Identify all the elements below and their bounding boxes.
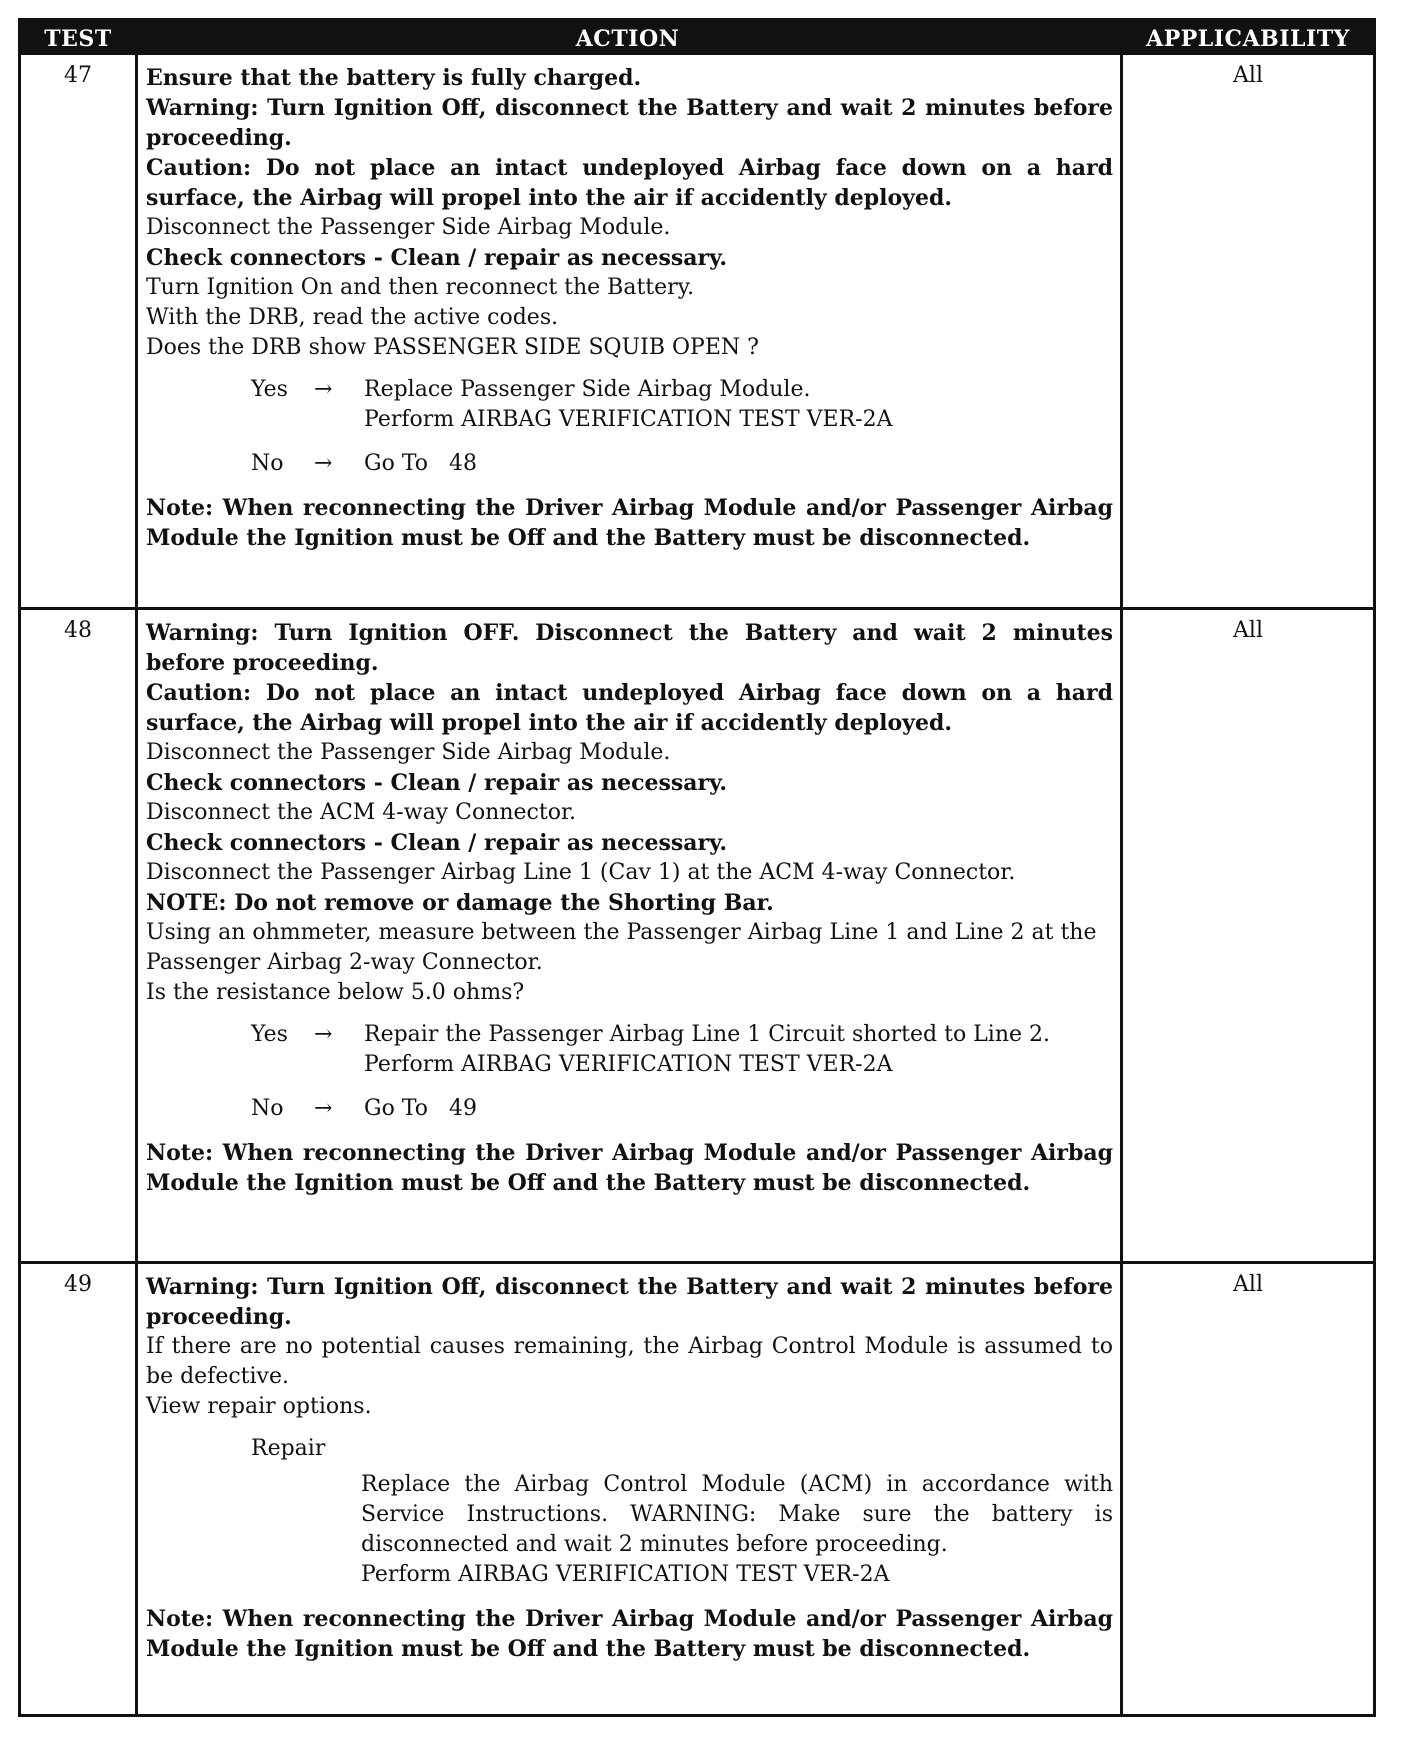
- column-divider: [135, 55, 138, 1714]
- yes-action: Repair the Passenger Airbag Line 1 Circuit shorted to Line 2.: [364, 1022, 1050, 1047]
- yes-branch: [146, 375, 1113, 435]
- action-line: Disconnect the Passenger Side Airbag Module.: [146, 740, 671, 765]
- warning-line: Warning: Turn Ignition Off, disconnect the Battery and wait 2 minutes before proceeding.: [146, 95, 1113, 151]
- applicability-value: All: [1233, 618, 1263, 643]
- action-line: Using an ohmmeter, measure between the Passenger Airbag Line 1 and Line 2 at the Passenger Airbag 2-way Connector.: [146, 920, 1097, 975]
- question-line: Does the DRB show PASSENGER SIDE SQUIB OPEN ?: [146, 335, 759, 360]
- action-line: Disconnect the Passenger Airbag Line 1 (Cav 1) at the ACM 4-way Connector.: [146, 860, 1016, 885]
- action-cell: [146, 63, 1113, 553]
- arrow-icon: →: [314, 377, 333, 402]
- caution-line: Caution: Do not place an intact undeployed Airbag face down on a hard surface, the Airbag will propel into the air if accidently deployed.: [146, 680, 1113, 736]
- no-action: Go To 48: [364, 451, 477, 476]
- no-label: No: [251, 451, 284, 476]
- test-number: 49: [64, 1272, 92, 1297]
- no-branch: [146, 449, 1113, 479]
- note-text: Note: When reconnecting the Driver Airbag Module and/or Passenger Airbag Module the Ignition must be Off and the Battery must be disconnected.: [146, 1606, 1113, 1662]
- action-cell: [146, 618, 1113, 1198]
- question-line: Is the resistance below 5.0 ohms?: [146, 980, 525, 1005]
- no-branch: [146, 1094, 1113, 1124]
- action-line: With the DRB, read the active codes.: [146, 305, 559, 330]
- header-applicability: APPLICABILITY: [1146, 26, 1350, 52]
- arrow-icon: →: [314, 1096, 333, 1121]
- column-divider: [1120, 55, 1123, 1714]
- no-action: Go To 49: [364, 1096, 477, 1121]
- action-line: Disconnect the ACM 4-way Connector.: [146, 800, 577, 825]
- arrow-icon: →: [314, 1022, 333, 1047]
- note-text: Note: When reconnecting the Driver Airbag Module and/or Passenger Airbag Module the Ignition must be Off and the Battery must be disconnected.: [146, 495, 1113, 551]
- row-divider: [21, 1261, 1373, 1264]
- applicability-value: All: [1233, 63, 1263, 88]
- yes-action: Replace Passenger Side Airbag Module.: [364, 377, 811, 402]
- note-line: NOTE: Do not remove or damage the Shorting Bar.: [146, 890, 774, 916]
- header-action: ACTION: [575, 26, 680, 52]
- no-label: No: [251, 1096, 284, 1121]
- row-divider: [21, 607, 1373, 610]
- action-cell: [146, 1272, 1113, 1664]
- yes-branch: [146, 1020, 1113, 1080]
- yes-label: Yes: [251, 377, 288, 402]
- action-line: Check connectors - Clean / repair as necessary.: [146, 770, 728, 796]
- yes-label: Yes: [251, 1022, 288, 1047]
- action-line: Turn Ignition On and then reconnect the Battery.: [146, 275, 695, 300]
- repair-instructions: Replace the Airbag Control Module (ACM) in accordance with Service Instructions. WARNING: Make sure the battery is disconnected and wait 2 minutes before proceeding.: [361, 1472, 1113, 1557]
- header-test: TEST: [44, 26, 112, 52]
- warning-line: Warning: Turn Ignition Off, disconnect the Battery and wait 2 minutes before proceeding.: [146, 1274, 1113, 1330]
- verification-step: Perform AIRBAG VERIFICATION TEST VER-2A: [364, 1052, 893, 1077]
- action-line: If there are no potential causes remaining, the Airbag Control Module is assumed to be defective.: [146, 1334, 1113, 1389]
- table-header: [21, 21, 1373, 55]
- action-line: Check connectors - Clean / repair as necessary.: [146, 245, 728, 271]
- arrow-icon: →: [314, 451, 333, 476]
- warning-line: Warning: Turn Ignition OFF. Disconnect the Battery and wait 2 minutes before proceeding.: [146, 620, 1113, 676]
- verification-step: Perform AIRBAG VERIFICATION TEST VER-2A: [364, 407, 893, 432]
- action-line: Ensure that the battery is fully charged.: [146, 65, 642, 91]
- test-number: 47: [64, 63, 92, 88]
- action-line: View repair options.: [146, 1394, 372, 1419]
- diagnostic-table: [18, 18, 1376, 1717]
- action-line: Check connectors - Clean / repair as necessary.: [146, 830, 728, 856]
- caution-line: Caution: Do not place an intact undeployed Airbag face down on a hard surface, the Airbag will propel into the air if accidently deployed.: [146, 155, 1113, 211]
- repair-label: Repair: [251, 1436, 326, 1461]
- action-line: Disconnect the Passenger Side Airbag Module.: [146, 215, 671, 240]
- applicability-value: All: [1233, 1272, 1263, 1297]
- test-number: 48: [64, 618, 92, 643]
- note-text: Note: When reconnecting the Driver Airbag Module and/or Passenger Airbag Module the Ignition must be Off and the Battery must be disconnected.: [146, 1140, 1113, 1196]
- verification-step: Perform AIRBAG VERIFICATION TEST VER-2A: [361, 1562, 890, 1587]
